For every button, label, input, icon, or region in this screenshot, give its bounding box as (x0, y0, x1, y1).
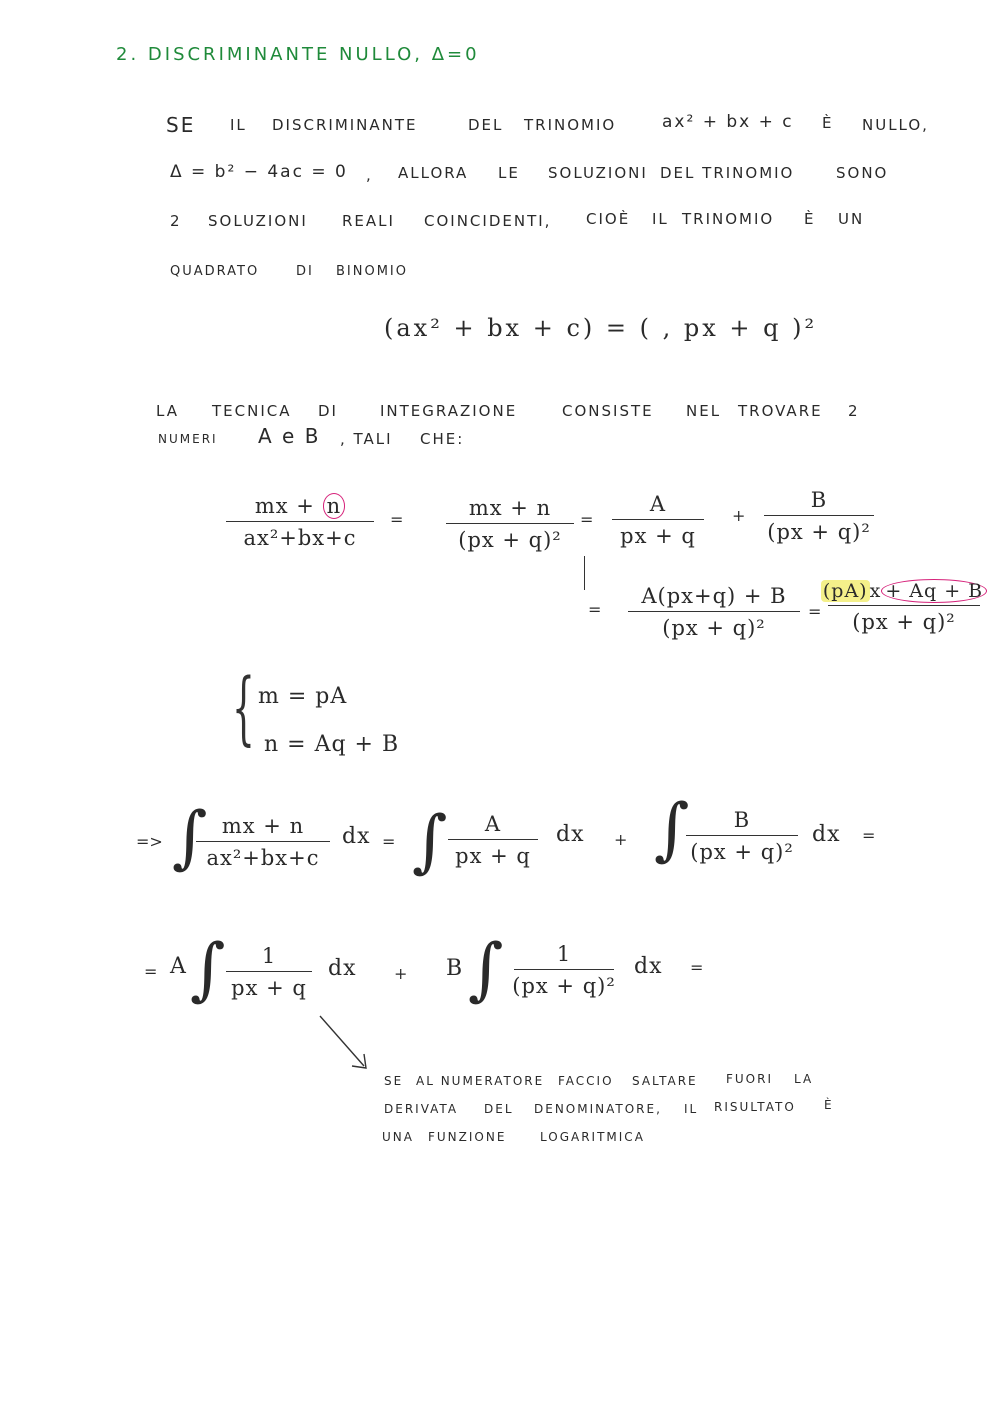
plus-sign: + (732, 506, 746, 525)
discriminant-expr: Δ = b² − 4ac = 0 (170, 162, 348, 182)
word: ALLORA (398, 164, 469, 182)
word: SALTARE (632, 1074, 698, 1088)
denominator: px + q (620, 524, 696, 548)
denominator: (px + q)² (458, 528, 562, 552)
word: È (804, 210, 816, 228)
fraction-original (226, 494, 374, 550)
fraction-integrand (196, 814, 330, 870)
word: INTEGRAZIONE (380, 402, 518, 420)
word: SOLUZIONI (548, 164, 648, 182)
denominator: (px + q)² (767, 520, 871, 544)
yellow-highlight: (pA) (822, 580, 868, 602)
numerator: 1 (556, 942, 572, 966)
word: LA (156, 402, 179, 420)
equals-sign: = (588, 600, 602, 619)
fraction-combined (628, 584, 800, 640)
word: IL (684, 1102, 699, 1116)
word: LOGARITMICA (540, 1130, 645, 1144)
word: NULLO, (862, 116, 929, 134)
numerator: mx + n (221, 814, 305, 838)
system-row-2: n = Aq + B (264, 732, 400, 757)
section-heading: 2. DISCRIMINANTE NULLO, Δ=0 (116, 44, 480, 65)
denominator: ax²+bx+c (243, 526, 357, 550)
equals-sign: = (390, 510, 404, 529)
integral-symbol: ∫ (654, 790, 690, 869)
word: TRINOMIO (682, 210, 775, 228)
dx: dx (328, 956, 357, 981)
word: SE (384, 1074, 404, 1088)
word: TECNICA (212, 402, 292, 420)
word: RISULTATO (714, 1100, 796, 1114)
trinomial-expr: ax² + bx + c (662, 112, 794, 132)
equals-sign: = (862, 826, 876, 845)
word: NEL (686, 402, 722, 420)
numerator: A (484, 812, 502, 836)
dx: dx (342, 824, 371, 849)
word: QUADRATO (170, 264, 260, 279)
word: DEL TRINOMIO (660, 164, 795, 182)
word: UN (838, 210, 865, 228)
word: 2 (848, 402, 860, 420)
word: A e B (258, 424, 321, 448)
numerator: A(px+q) + B (641, 584, 787, 608)
word: DISCRIMINANTE (272, 116, 418, 134)
numerator: A (649, 492, 667, 516)
word: NUMERI (158, 432, 218, 446)
dx: dx (812, 822, 841, 847)
integral-symbol: ∫ (172, 798, 208, 877)
fraction-1-over-square (514, 942, 614, 998)
brace-symbol: { (232, 661, 255, 754)
fraction-expanded (822, 580, 984, 634)
denominator: px + q (231, 976, 307, 1000)
equals-sign: = (690, 958, 704, 977)
denominator: ax²+bx+c (206, 846, 320, 870)
word: FACCIO (558, 1074, 614, 1088)
word: LA (794, 1072, 814, 1086)
dx: dx (634, 954, 663, 979)
equals-sign: = (144, 962, 158, 981)
denominator: (px + q)² (852, 610, 956, 634)
word: SOLUZIONI (208, 212, 308, 230)
word: CONSISTE (562, 402, 654, 420)
word: È (824, 1098, 834, 1112)
numerator: B (810, 488, 828, 512)
annotation-arrow-icon (310, 1010, 390, 1080)
word: DEL (484, 1102, 514, 1116)
numerator: mx + n (249, 494, 351, 518)
word: IL (652, 210, 669, 228)
fraction-A (448, 812, 538, 868)
fraction-A (612, 492, 704, 548)
word: DENOMINATORE, (534, 1102, 662, 1116)
word: AL NUMERATORE (416, 1074, 545, 1088)
word: UNA (382, 1130, 414, 1144)
fraction-B (686, 808, 798, 864)
word: IL (230, 116, 247, 134)
integral-symbol: ∫ (190, 930, 226, 1009)
equals-sign: = (808, 602, 822, 621)
word: CHE: (420, 430, 465, 448)
word: REALI (342, 212, 395, 230)
binomial-square-equation: (ax² + bx + c) = ( , px + q )² (384, 314, 818, 342)
denominator: (px + q)² (662, 616, 766, 640)
coefficient-B: B (446, 956, 464, 981)
system-row-1: m = pA (258, 684, 348, 709)
word: DI (296, 264, 314, 279)
word: DI (318, 402, 338, 420)
numerator: 1 (261, 944, 277, 968)
word: TRINOMIO (524, 116, 617, 134)
word: DEL (468, 116, 504, 134)
integral-symbol: ∫ (468, 930, 504, 1009)
fraction-squared (446, 496, 574, 552)
word: LE (498, 164, 520, 182)
equals-sign: = (382, 832, 396, 851)
connector-line (584, 556, 585, 590)
word: , TALI (340, 430, 393, 448)
word: TROVARE (738, 402, 823, 420)
denominator: px + q (455, 844, 531, 868)
word: SE (166, 113, 196, 137)
denominator: (px + q)² (690, 840, 794, 864)
numerator: B (733, 808, 751, 832)
word: È (822, 114, 834, 132)
fraction-B (764, 488, 874, 544)
implies-arrow: => (136, 832, 163, 851)
denominator: (px + q)² (512, 974, 616, 998)
word: FUNZIONE (428, 1130, 507, 1144)
word: , (366, 166, 373, 184)
coefficient-A: A (170, 954, 187, 979)
word: SONO (836, 164, 889, 182)
plus-sign: + (614, 830, 628, 849)
highlight-circle: + Aq + B (881, 579, 987, 603)
numerator: mx + n (468, 496, 552, 520)
numerator: (pA) x + Aq + B (819, 580, 989, 602)
word: BINOMIO (336, 264, 408, 279)
word: FUORI (726, 1072, 774, 1086)
word: 2 (170, 212, 182, 230)
highlight-circle: n (323, 493, 346, 519)
word: CIOÈ (586, 210, 631, 228)
word: COINCIDENTI, (424, 212, 552, 230)
fraction-1-over-linear (226, 944, 312, 1000)
plus-sign: + (394, 964, 408, 983)
dx: dx (556, 822, 585, 847)
integral-symbol: ∫ (412, 802, 448, 881)
equals-sign: = (580, 510, 594, 529)
word: DERIVATA (384, 1102, 459, 1116)
